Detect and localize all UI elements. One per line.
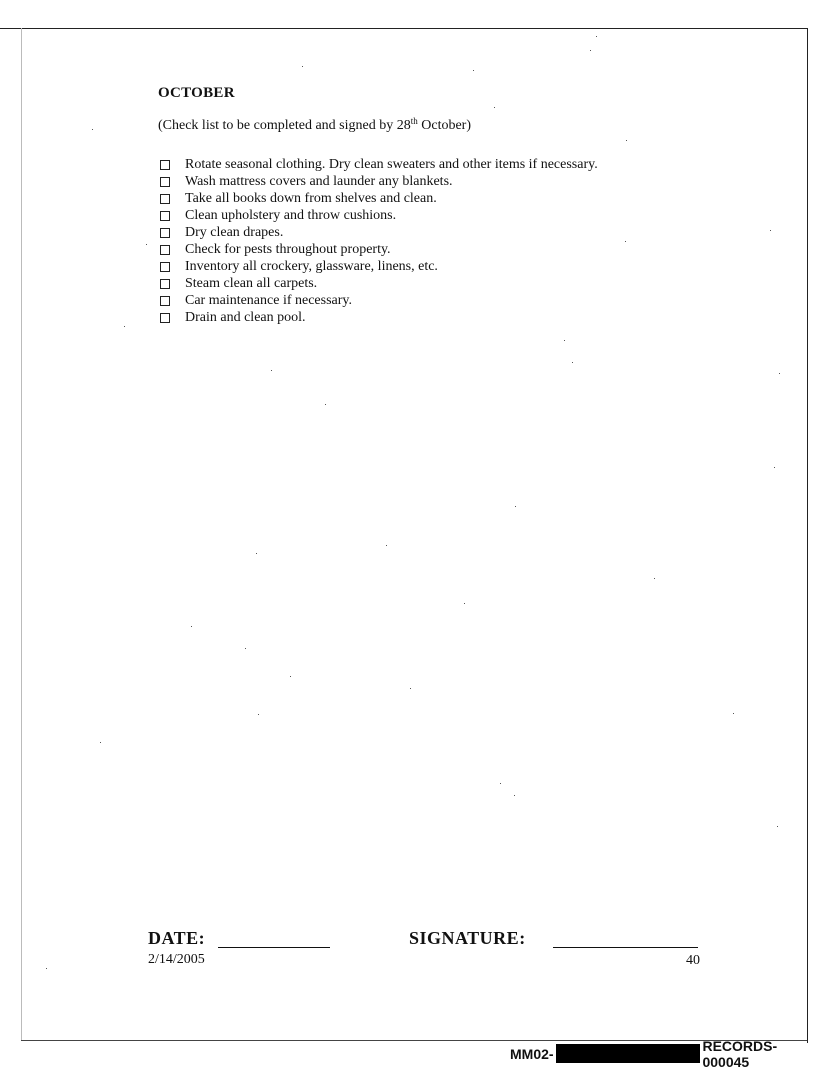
scan-speck	[770, 230, 771, 231]
scan-speck	[500, 783, 501, 784]
bates-suffix: RECORDS-000045	[702, 1037, 778, 1070]
scan-speck	[515, 506, 516, 507]
instruction-text-before: (Check list to be completed and signed by 28	[158, 118, 411, 133]
checklist-item-label: Steam clean all carpets.	[185, 275, 318, 291]
scan-speck	[590, 50, 591, 51]
scan-speck	[302, 66, 303, 67]
checkbox-icon	[160, 211, 170, 221]
bates-prefix: MM02-	[510, 1045, 554, 1062]
date-label: DATE:	[148, 928, 206, 948]
instruction-superscript: th	[410, 116, 418, 126]
scan-speck	[473, 70, 474, 71]
checklist-item	[160, 309, 598, 326]
scan-speck	[494, 107, 495, 108]
checkbox-icon	[160, 262, 170, 272]
scan-speck	[191, 626, 192, 627]
checklist-item	[160, 275, 598, 292]
scan-speck	[92, 129, 93, 130]
scan-speck	[258, 714, 259, 715]
scan-speck	[245, 648, 246, 649]
scan-speck	[572, 362, 573, 363]
checklist-item	[160, 190, 598, 207]
checklist-item-label: Inventory all crockery, glassware, linens, etc.	[185, 258, 438, 274]
scan-speck	[100, 742, 101, 743]
scan-speck	[46, 968, 47, 969]
month-heading: OCTOBER	[158, 85, 235, 101]
checklist-item-label: Clean upholstery and throw cushions.	[185, 207, 397, 223]
scan-speck	[410, 688, 411, 689]
page-frame-right	[807, 28, 808, 1043]
scan-speck	[256, 553, 257, 554]
page-frame-left	[21, 28, 22, 1040]
signature-blank-line	[553, 947, 698, 948]
checkbox-icon	[160, 313, 170, 323]
scan-speck	[625, 241, 626, 242]
checklist-item	[160, 156, 598, 173]
checklist-item-label: Rotate seasonal clothing. Dry clean sweaters and other items if necessary.	[185, 156, 598, 172]
scan-speck	[514, 795, 515, 796]
scan-speck	[654, 578, 655, 579]
scan-speck	[774, 467, 775, 468]
scan-speck	[325, 404, 326, 405]
checkbox-icon	[160, 245, 170, 255]
checklist-item	[160, 241, 598, 258]
checkbox-icon	[160, 177, 170, 187]
checklist-item-label: Wash mattress covers and launder any blankets.	[185, 173, 453, 189]
scan-speck	[290, 676, 291, 677]
scan-speck	[386, 545, 387, 546]
scan-speck	[777, 826, 778, 827]
scan-speck	[146, 244, 147, 245]
checkbox-icon	[160, 228, 170, 238]
checkbox-icon	[160, 279, 170, 289]
checkbox-icon	[160, 194, 170, 204]
scan-speck	[626, 140, 627, 141]
checklist-item	[160, 173, 598, 190]
scan-speck	[124, 326, 125, 327]
checklist-item-label: Check for pests throughout property.	[185, 241, 391, 257]
checklist-item	[160, 292, 598, 309]
checkbox-icon	[160, 296, 170, 306]
checklist-item-label: Drain and clean pool.	[185, 309, 306, 325]
scan-speck	[733, 713, 734, 714]
checklist-item-label: Car maintenance if necessary.	[185, 292, 353, 308]
scan-speck	[596, 36, 597, 37]
redaction-bar	[556, 1044, 701, 1063]
date-blank-line	[218, 947, 330, 948]
page-number: 40	[686, 953, 700, 968]
checklist-item	[160, 207, 598, 224]
document-date: 2/14/2005	[148, 952, 205, 967]
checklist-item-label: Take all books down from shelves and clean.	[185, 190, 437, 206]
checkbox-icon	[160, 160, 170, 170]
instruction-text-after: October)	[417, 118, 472, 133]
checklist-item-label: Dry clean drapes.	[185, 224, 284, 240]
scan-speck	[564, 340, 565, 341]
page-frame-top	[0, 28, 807, 29]
signature-label: SIGNATURE:	[409, 928, 526, 948]
checklist-item	[160, 258, 598, 275]
maintenance-checklist	[160, 156, 598, 326]
scan-speck	[779, 373, 780, 374]
scan-speck	[464, 603, 465, 604]
bates-stamp	[510, 1037, 819, 1070]
page-frame-bottom	[21, 1040, 807, 1041]
scan-speck	[271, 370, 272, 371]
checklist-instruction	[158, 118, 471, 134]
checklist-item	[160, 224, 598, 241]
